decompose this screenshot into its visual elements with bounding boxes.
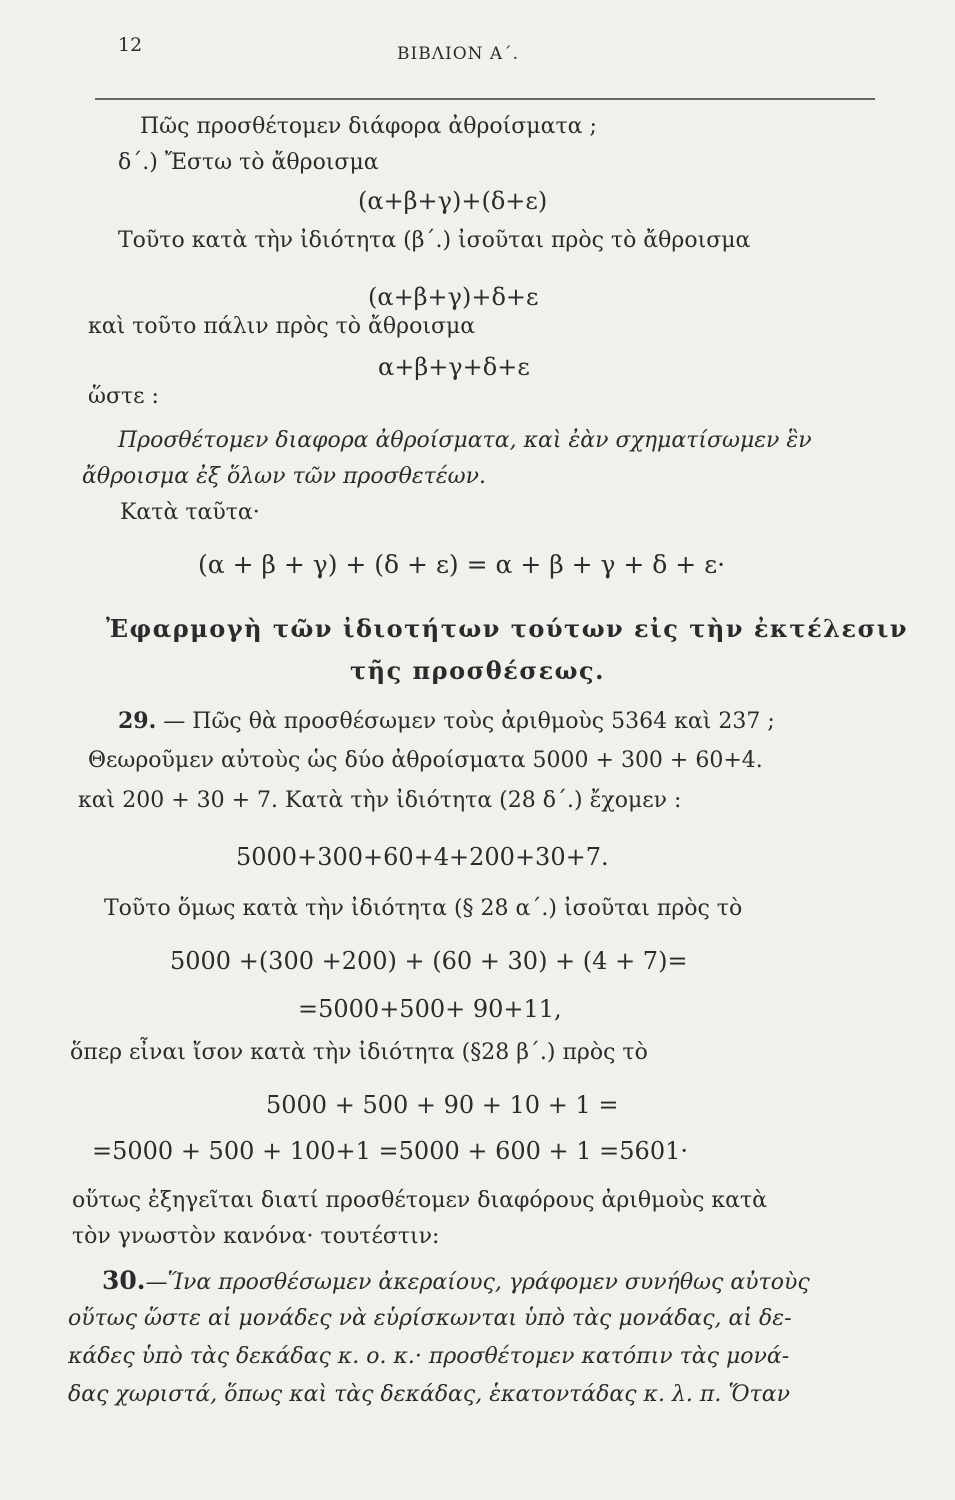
paragraph-30-line — [102, 1266, 810, 1298]
paragraph-number: 29. — [118, 708, 157, 734]
text-line: Τοῦτο ὅμως κατὰ τὴν ἰδιότητα (§ 28 α΄.) ἰσοῦται πρὸς τὸ — [104, 896, 743, 921]
paragraph-29-line — [118, 706, 775, 737]
paragraph-text: — Πῶς θὰ προσθέσωμεν τοὺς ἀριθμοὺς 5364 καὶ 237 ; — [163, 709, 775, 734]
text-line: Πῶς προσθέτομεν διάφορα ἀθροίσματα ; — [140, 114, 597, 139]
text-line: καὶ 200 + 30 + 7. Κατὰ τὴν ἰδιότητα (28 δ΄.) ἔχομεν : — [78, 788, 682, 813]
formula: 5000 +(300 +200) + (60 + 30) + (4 + 7)= — [170, 947, 688, 975]
section-heading: Ἐφαρμογὴ τῶν ἰδιοτήτων τούτων εἰς τὴν ἐκτέλεσιν — [106, 614, 909, 643]
formula: =5000 + 500 + 100+1 =5000 + 600 + 1 =5601· — [92, 1137, 688, 1165]
text-line: οὕτως ὥστε αἱ μονάδες νὰ εὑρίσκωνται ὑπὸ τὰς μονάδας, αἱ δε- — [68, 1306, 792, 1331]
section-heading: τῆς προσθέσεως. — [350, 656, 605, 685]
text-line: Κατὰ ταῦτα· — [120, 500, 260, 525]
formula: 5000 + 500 + 90 + 10 + 1 = — [266, 1091, 619, 1119]
running-head: ΒΙΒΛΙΟΝ Α΄. — [397, 44, 520, 64]
page-header — [0, 34, 955, 74]
formula: (α+β+γ)+δ+ε — [368, 283, 539, 311]
text-line: Θεωροῦμεν αὐτοὺς ὡς δύο ἀθροίσματα 5000 + 300 + 60+4. — [88, 748, 763, 773]
paragraph-text: —Ἵνα προσθέσωμεν ἀκεραίους, γράφομεν συνήθως αὐτοὺς — [145, 1270, 810, 1295]
rule-statement: ἄθροισμα ἐξ ὅλων τῶν προσθετέων. — [82, 464, 486, 489]
text-line: ὅπερ εἶναι ἴσον κατὰ τὴν ἰδιότητα (§28 β΄.) πρὸς τὸ — [70, 1040, 648, 1065]
rule-statement: Προσθέτομεν διαφορα ἀθροίσματα, καὶ ἐὰν σχηματίσωμεν ἓν — [118, 428, 812, 453]
formula: α+β+γ+δ+ε — [378, 353, 530, 381]
text-line: Τοῦτο κατὰ τὴν ἰδιότητα (β΄.) ἰσοῦται πρὸς τὸ ἄθροισμα — [118, 228, 751, 253]
text-line: ὥστε : — [88, 384, 159, 409]
formula: =5000+500+ 90+11, — [298, 995, 562, 1023]
text-line: οὕτως ἐξηγεῖται διατί προσθέτομεν διαφόρους ἀριθμοὺς κατὰ — [72, 1188, 768, 1213]
paragraph-number: 30. — [102, 1266, 146, 1295]
formula: (α + β + γ) + (δ + ε) = α + β + γ + δ + ε· — [198, 550, 726, 579]
text-line: δ΄.) Ἔστω τὸ ἄθροισμα — [118, 150, 379, 175]
text-line: τὸν γνωστὸν κανόνα· τουτέστιν: — [72, 1224, 440, 1249]
page-number: 12 — [118, 34, 143, 56]
header-rule — [95, 98, 875, 100]
text-line: καὶ τοῦτο πάλιν πρὸς τὸ ἄθροισμα — [88, 314, 476, 339]
formula: (α+β+γ)+(δ+ε) — [358, 187, 548, 215]
text-line: κάδες ὑπὸ τὰς δεκάδας κ. ο. κ.· προσθέτομεν κατόπιν τὰς μονά- — [68, 1344, 790, 1369]
formula: 5000+300+60+4+200+30+7. — [236, 843, 609, 871]
text-line: δας χωριστά, ὅπως καὶ τὰς δεκάδας, ἑκατοντάδας κ. λ. π. Ὅταν — [68, 1382, 790, 1407]
